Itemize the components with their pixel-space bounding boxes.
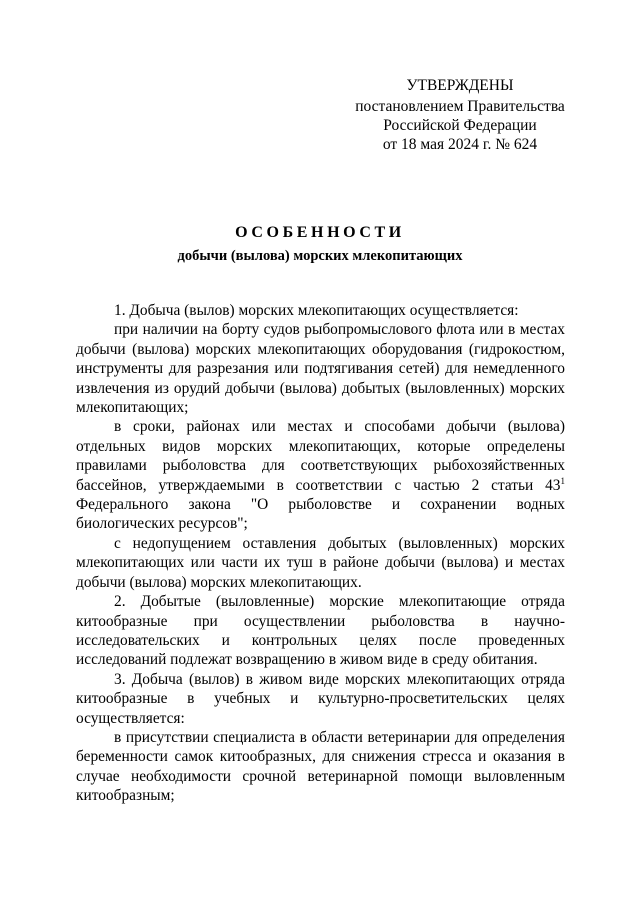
paragraph-3-text-end: Федерального закона "О рыболовстве и сохранении водных биологических ресурсов";	[76, 496, 565, 533]
paragraph-5: 2. Добытые (выловленные) морские млекопитающие отряда китообразные при осуществлении рыболовства в научно-исследовательских и контрольных целях после проведенных исследований подлежат возвращению в живом виде в среду обитания.	[76, 593, 565, 669]
approval-line-1: постановлением Правительства	[355, 98, 565, 115]
paragraph-1: 1. Добыча (вылов) морских млекопитающих осуществляется:	[114, 302, 519, 319]
approval-line-2: Российской Федерации	[383, 117, 537, 134]
paragraph-6: 3. Добыча (вылов) в живом виде морских млекопитающих отряда китообразные в учебных и культурно-просветительских целях осуществляется:	[76, 670, 565, 727]
document-subtitle: добычи (вылова) морских млекопитающих	[177, 248, 463, 264]
document-body	[76, 301, 565, 806]
paragraph-3-text: в сроки, районах или местах и способами добычи (вылова) отдельных видов морских млекопитающих, которые определены правилами рыболовства для соответствующих рыбохозяйственных бассейнов, утверждаемыми в соответствии с частью 2 статьи 43	[76, 418, 565, 494]
paragraph-2: при наличии на борту судов рыбопромыслового флота или в местах добычи (вылова) морских млекопитающих оборудования (гидрокостюм, инструменты для разрезания или подтягивания сетей) для немедленного извлечения из орудий добычи (вылова) добытых (выловленных) морских млекопитающих;	[76, 321, 565, 417]
approval-heading: УТВЕРЖДЕНЫ	[406, 77, 514, 94]
approval-stamp	[330, 76, 590, 154]
article-superscript: 1	[560, 475, 565, 486]
document-title: ОСОБЕННОСТИ	[235, 224, 405, 241]
paragraph-4: с недопущением оставления добытых (выловленных) морских млекопитающих или части их туш в районе добычи (вылова) и местах добычи (вылова) морских млекопитающих.	[76, 534, 565, 591]
paragraph-7: в присутствии специалиста в области ветеринарии для определения беременности самок китообразных, для снижения стресса и оказания в случае необходимости срочной ветеринарной помощи выловленным китообразным;	[76, 728, 565, 805]
approval-line-3: от 18 мая 2024 г. № 624	[382, 136, 538, 153]
paragraph-3	[76, 417, 565, 533]
